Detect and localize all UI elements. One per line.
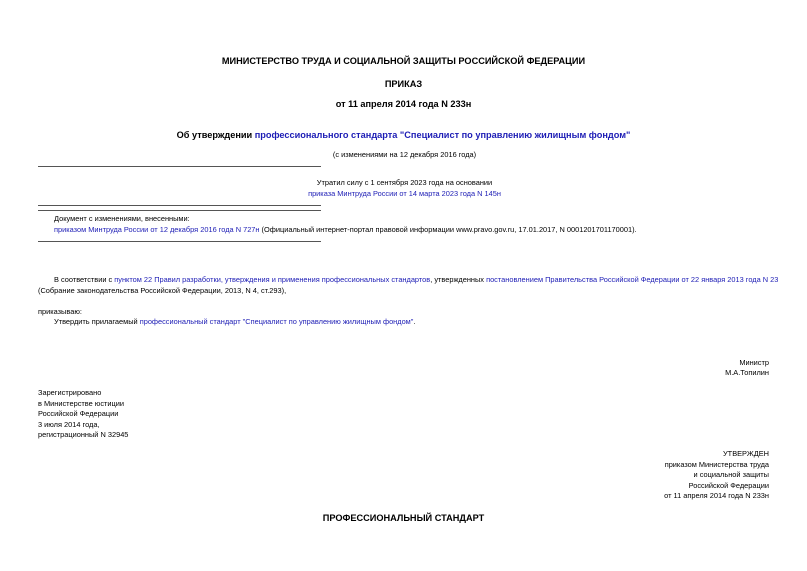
- changes-note: (с изменениями на 12 декабря 2016 года): [332, 150, 477, 159]
- title-prefix: Об утверждении: [176, 130, 255, 140]
- rules-link[interactable]: пунктом 22 Правил разработки, утверждения и применения профессиональных стандартов: [114, 275, 431, 284]
- approval-line: от 11 апреля 2014 года N 233н: [664, 491, 769, 500]
- amendments-line: [54, 225, 637, 234]
- repeal-order-link[interactable]: приказа Минтруда России от 14 марта 2023 года N 145н: [308, 189, 501, 198]
- divider: [38, 166, 321, 167]
- amendment-source: (Официальный интернет-портал правовой информации www.pravo.gov.ru, 17.01.2017, N 0001201701170001).: [259, 225, 637, 234]
- approval-line: Российской Федерации: [688, 480, 769, 490]
- order-suffix: .: [413, 317, 416, 326]
- registration-line: Российской Федерации: [38, 409, 119, 418]
- document-title: [0, 130, 807, 140]
- divider: [38, 205, 321, 206]
- divider: [38, 210, 321, 211]
- standard-title-link[interactable]: профессионального стандарта "Специалист по управлению жилищным фондом": [254, 130, 631, 140]
- repeal-note: Утратил силу с 1 сентября 2023 года на основании: [316, 178, 493, 187]
- signer-name: М.А.Топилин: [725, 368, 769, 377]
- registration-line: Зарегистрировано: [38, 388, 102, 397]
- order-word: приказываю:: [38, 307, 82, 316]
- doc-date-heading: от 11 апреля 2014 года N 233н: [335, 99, 472, 109]
- amendments-intro: Документ с изменениями, внесенными:: [54, 214, 190, 223]
- approval-block: [664, 449, 769, 502]
- signer-position: Министр: [739, 358, 769, 367]
- ministry-heading: МИНИСТЕРСТВО ТРУДА И СОЦИАЛЬНОЙ ЗАЩИТЫ РОССИЙСКОЙ ФЕДЕРАЦИИ: [221, 56, 586, 66]
- approval-line: УТВЕРЖДЕН: [722, 449, 769, 458]
- order-prefix: Утвердить прилагаемый: [54, 317, 140, 326]
- approved-standard-link[interactable]: профессиональный стандарт "Специалист по управлению жилищным фондом": [139, 317, 414, 326]
- standard-heading: ПРОФЕССИОНАЛЬНЫЙ СТАНДАРТ: [322, 513, 485, 523]
- doc-type-heading: ПРИКАЗ: [384, 79, 423, 89]
- order-text: [54, 317, 415, 326]
- preamble-part1: В соответствии с: [54, 275, 115, 284]
- preamble-line-1: [54, 275, 778, 284]
- government-decree-link[interactable]: постановлением Правительства Российской Федерации от 22 января 2013 года N 23: [486, 275, 779, 284]
- preamble-line-2: (Собрание законодательства Российской Федерации, 2013, N 4, ст.293),: [38, 286, 287, 295]
- registration-line: 3 июля 2014 года,: [38, 419, 100, 429]
- registration-block: [38, 388, 128, 441]
- preamble-part2: , утвержденных: [430, 275, 487, 284]
- divider: [38, 241, 321, 242]
- approval-line: и социальной защиты: [693, 470, 769, 479]
- registration-line: регистрационный N 32945: [38, 430, 129, 439]
- approval-line: приказом Министерства труда: [664, 459, 769, 469]
- amendment-order-link[interactable]: приказом Минтруда России от 12 декабря 2016 года N 727н: [54, 225, 260, 234]
- registration-line: в Министерстве юстиции: [38, 398, 125, 408]
